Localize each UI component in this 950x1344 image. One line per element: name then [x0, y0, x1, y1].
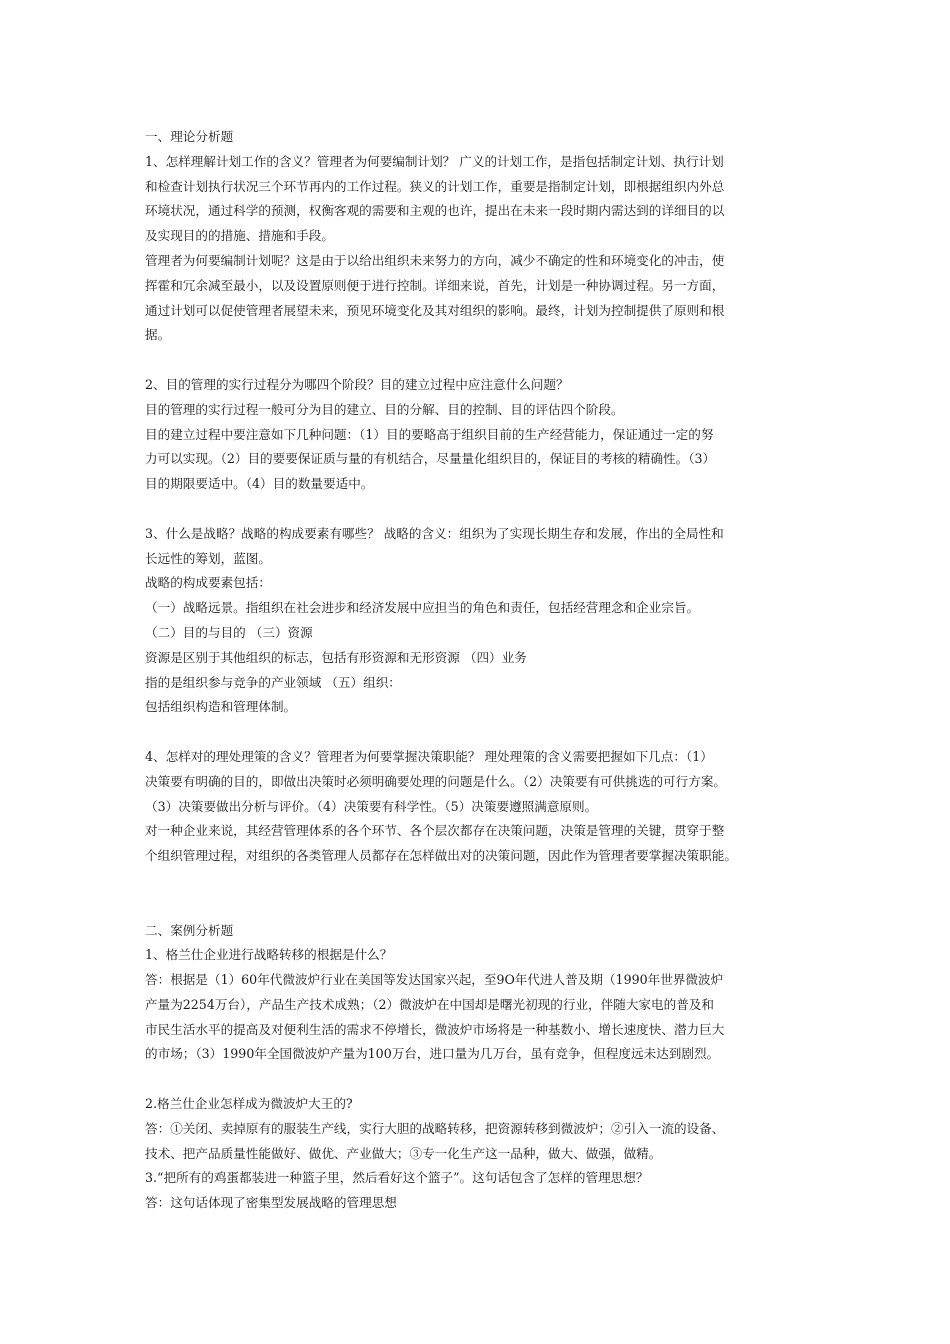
section-1-title: 一、理论分析题 [145, 129, 234, 144]
paragraph-line: 2、目的管理的实行过程分为哪四个阶段？目的建立过程中应注意什么问题？ [145, 376, 569, 392]
paragraph-line: 环境状况，通过科学的预测，权衡客观的需要和主观的也许，提出在未来一段时期内需达到的详细目的以 [145, 203, 725, 219]
paragraph-line: 对一种企业来说，其经营管理体系的各个环节、各个层次都存在决策问题，决策是管理的关键，贯穿于整 [145, 823, 725, 839]
blank-line [145, 1067, 825, 1092]
case-question-2 [145, 1092, 825, 1216]
blank-line [145, 720, 825, 745]
paragraph-line: 通过计划可以促使管理者展望未来，预见环境变化及其对组织的影响。最终，计划为控制提供了原则和根 [145, 302, 725, 318]
paragraph-line: 市民生活水平的提高及对便利生活的需求不停增长，微波炉市场将是一种基数小、增长速度快、潜力巨大 [145, 1021, 725, 1037]
paragraph-line: 及实现目的的措施、措施和手段。 [145, 228, 334, 244]
blank-line [145, 497, 825, 522]
paragraph-line: 指的是组织参与竞争的产业领域 （五）组织： [145, 674, 401, 690]
paragraph-line: （二）目的与目的 （三）资源 [145, 624, 313, 640]
paragraph-line: 目的管理的实行过程一般可分为目的建立、目的分解、目的控制、目的评估四个阶段。 [145, 401, 624, 417]
paragraph-line: 目的期限要适中。（4）目的数量要适中。 [145, 476, 374, 492]
paragraph-line: 4、怎样对的理处理策的含义？管理者为何要掌握决策职能？ 理处理策的含义需要把握如下几点：（1） [145, 748, 713, 764]
paragraph-line: 据。 [145, 327, 171, 343]
paragraph-line: 资源是区别于其他组织的标志，包括有形资源和无形资源 （四）业务 [145, 649, 527, 665]
blank-line [145, 348, 825, 373]
paragraph-line: 个组织管理过程，对组织的各类管理人员都存在怎样做出对的决策问题，因此作为管理者要掌握决策职能。 [145, 848, 737, 864]
question-4 [145, 745, 825, 869]
blank-line [145, 869, 825, 919]
paragraph-line: 的市场；（3）1990年全国微波炉产量为100万台，进口量为几万台，虽有竞争，但程度远未达到剧烈。 [145, 1046, 720, 1062]
paragraph-line: 2.格兰仕企业怎样成为微波炉大王的? [145, 1096, 353, 1112]
paragraph-line: 长远性的筹划，蓝图。 [145, 550, 271, 566]
paragraph-line: 力可以实现。（2）目的要要保证质与量的有机结合，尽量量化组织目的，保证目的考核的精确性。（3） [145, 451, 716, 467]
question-1 [145, 150, 825, 348]
paragraph-line: 答：①关闭、卖掉原有的服装生产线，实行大胆的战略转移，把资源转移到微波炉；②引入一流的设备、 [145, 1120, 725, 1136]
paragraph-line: 答：根据是（1）60年代微波炉行业在美国等发达国家兴起，至9O年代进人普及期（1990年世界微波炉 [145, 972, 724, 988]
paragraph-line: 目的建立过程中要注意如下几种问题：（1）目的要略高于组织目前的生产经营能力，保证通过一定的努 [145, 426, 714, 442]
paragraph-line: 和检查计划执行状况三个环节再内的工作过程。狭义的计划工作，重要是指制定计划，即根据组织内外总 [145, 178, 725, 194]
case-question-1 [145, 943, 825, 1067]
paragraph-line: 3.“把所有的鸡蛋都装进一种篮子里，然后看好这个篮子”。这句话包含了怎样的管理思想？ [145, 1170, 649, 1186]
paragraph-line: 3、什么是战略？战略的构成要素有哪些？ 战略的含义：组织为了实现长期生存和发展，作出的全局性和 [145, 525, 724, 541]
paragraph-line: 管理者为何要编制计划呢？这是由于以给出组织未来努力的方向，减少不确定的性和环境变化的冲击，使 [145, 252, 725, 268]
paragraph-line: 技术、把产品质量性能做好、做优、产业做大；③专一化生产这一品种，做大、做强，做精。 [145, 1145, 662, 1161]
question-3 [145, 522, 825, 720]
paragraph-line: 包括组织构造和管理体制。 [145, 699, 297, 715]
section-2-title: 二、案例分析题 [145, 922, 234, 938]
paragraph-line: 1、怎样理解计划工作的含义？管理者为何要编制计划？ 广义的计划工作，是指包括制定计划、执行计划 [145, 153, 724, 169]
paragraph-line: 产量为2254万台），产品生产技术成熟；（2）微波炉在中国却是曙光初现的行业，伴随大家电的普及和 [145, 996, 714, 1012]
paragraph-line: 决策要有明确的目的，即做出决策时必须明确要处理的问题是什么。（2）决策要有可供挑选的可行方案。 [145, 773, 727, 789]
paragraph-line: （3）决策要做出分析与评价。（4）决策要有科学性。（5）决策要遵照满意原则。 [145, 798, 598, 814]
paragraph-line: 战略的构成要素包括： [145, 575, 271, 591]
paragraph-line: 答：这句话体现了密集型发展战略的管理思想 [145, 1195, 397, 1211]
question-2 [145, 373, 825, 497]
paragraph-line: 1、格兰仕企业进行战略转移的根据是什么？ [145, 947, 393, 963]
paragraph-line: 挥霍和冗余减至最小，以及设置原则便于进行控制。详细来说，首先，计划是一种协调过程。另一方面， [145, 277, 725, 293]
paragraph-line: （一）战略远景。指组织在社会进步和经济发展中应担当的角色和责任，包括经营理念和企业宗旨。 [145, 600, 700, 616]
document-page [145, 125, 825, 1216]
